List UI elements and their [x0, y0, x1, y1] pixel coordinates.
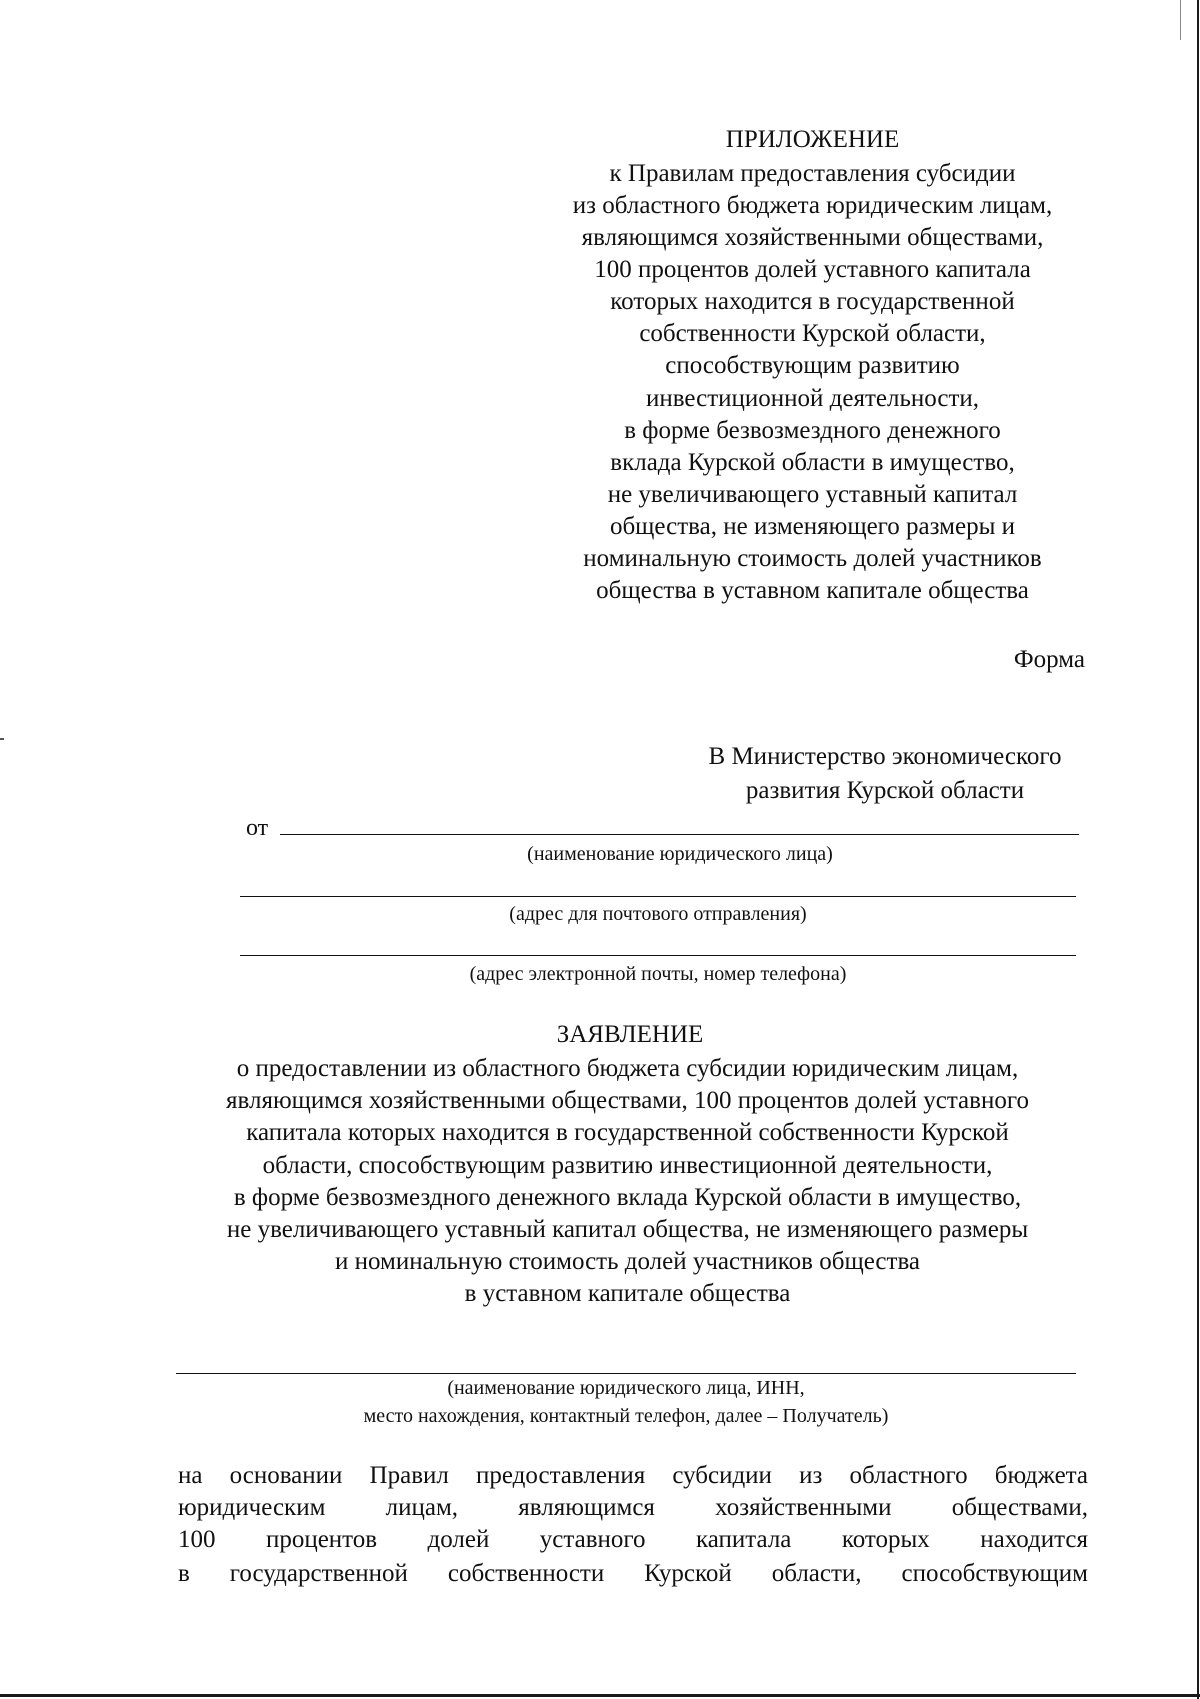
form-label: Форма: [1013, 646, 1085, 673]
appendix-title: ПРИЛОЖЕНИЕ: [725, 126, 900, 153]
recipient-fill-line[interactable]: [176, 1373, 1076, 1374]
statement-line: о предоставлении из областного бюджета субсидии юридическим лицам,: [236, 1055, 1019, 1082]
body-word: процентов: [265, 1526, 378, 1553]
statement-line: и номинальную стоимость долей участников общества: [334, 1248, 921, 1275]
appendix-line: которых находится в государственной: [610, 288, 1015, 315]
body-word: государственной: [229, 1560, 408, 1587]
statement-line: в форме безвозмездного денежного вклада Курской области в имущество,: [233, 1184, 1022, 1211]
contacts-caption: (адрес электронной почты, номер телефона): [469, 963, 847, 985]
scan-mark: [0, 738, 4, 740]
appendix-line: не увеличивающего уставный капитал: [607, 481, 1018, 508]
scan-edge-top: [1180, 0, 1181, 40]
body-word: Курской: [644, 1560, 732, 1587]
statement-title: ЗАЯВЛЕНИЕ: [556, 1021, 704, 1048]
body-word: 100: [178, 1526, 216, 1553]
body-word: области,: [771, 1560, 862, 1587]
name-fill-line[interactable]: [280, 834, 1079, 835]
appendix-line: общества в уставном капитале общества: [596, 577, 1029, 604]
appendix-line: общества, не изменяющего размеры и: [609, 513, 1016, 540]
appendix-line: из областного бюджета юридическим лицам,: [572, 192, 1053, 219]
body-word: находится: [980, 1526, 1088, 1553]
appendix-line: в форме безвозмездного денежного: [624, 417, 1001, 444]
addressee-line: развития Курской области: [745, 777, 1025, 804]
appendix-line: способствующим развитию: [665, 352, 960, 379]
body-word: в: [178, 1560, 190, 1587]
appendix-line: номинальную стоимость долей участников: [583, 545, 1042, 572]
appendix-line: собственности Курской области,: [639, 320, 986, 347]
contacts-fill-line[interactable]: [240, 955, 1076, 956]
scan-edge-right: [1197, 0, 1199, 1699]
statement-line: капитала которых находится в государственной собственности Курской: [246, 1119, 1009, 1146]
body-line: [178, 1560, 1088, 1588]
from-label: от: [246, 815, 269, 841]
statement-line: в уставном капитале общества: [464, 1280, 791, 1307]
appendix-line: к Правилам предоставления субсидии: [609, 160, 1016, 187]
appendix-line: инвестиционной деятельности,: [645, 385, 980, 412]
body-word: лицам,: [385, 1494, 459, 1521]
appendix-line: являющимся хозяйственными обществами,: [581, 224, 1044, 251]
body-word: из: [799, 1462, 823, 1489]
body-word: на: [178, 1462, 203, 1489]
statement-line: являющимся хозяйственными обществами, 100 процентов долей уставного: [226, 1087, 1029, 1114]
appendix-line: вклада Курской области в имущество,: [610, 449, 1015, 476]
postal-address-fill-line[interactable]: [240, 896, 1076, 897]
addressee-line: В Министерство экономического: [708, 743, 1062, 770]
body-line: [178, 1462, 1088, 1490]
body-word: Правил: [369, 1462, 449, 1489]
appendix-line: 100 процентов долей уставного капитала: [594, 256, 1031, 283]
body-line: [178, 1494, 1088, 1522]
body-word: бюджета: [994, 1462, 1088, 1489]
body-word: субсидии: [672, 1462, 772, 1489]
body-line: [178, 1526, 1088, 1554]
body-word: основании: [229, 1462, 343, 1489]
body-word: способствующим: [901, 1560, 1088, 1587]
body-word: уставного: [539, 1526, 646, 1553]
name-caption: (наименование юридического лица): [527, 843, 833, 865]
scan-edge-bottom: [0, 1694, 1200, 1697]
body-word: которых: [841, 1526, 930, 1553]
body-word: долей: [427, 1526, 490, 1553]
body-word: являющимся: [518, 1494, 655, 1521]
recipient-caption: (наименование юридического лица, ИНН,: [447, 1377, 805, 1399]
body-word: юридическим: [178, 1494, 326, 1521]
postal-address-caption: (адрес для почтового отправления): [509, 903, 807, 925]
statement-line: области, способствующим развитию инвестиционной деятельности,: [262, 1152, 993, 1179]
body-word: обществами,: [951, 1494, 1088, 1521]
body-word: капитала: [695, 1526, 792, 1553]
recipient-caption: место нахождения, контактный телефон, далее – Получатель): [363, 1405, 889, 1427]
body-word: хозяйственными: [715, 1494, 892, 1521]
body-word: предоставления: [475, 1462, 646, 1489]
body-word: областного: [849, 1462, 968, 1489]
body-word: собственности: [447, 1560, 605, 1587]
statement-line: не увеличивающего уставный капитал общества, не изменяющего размеры: [226, 1216, 1029, 1243]
